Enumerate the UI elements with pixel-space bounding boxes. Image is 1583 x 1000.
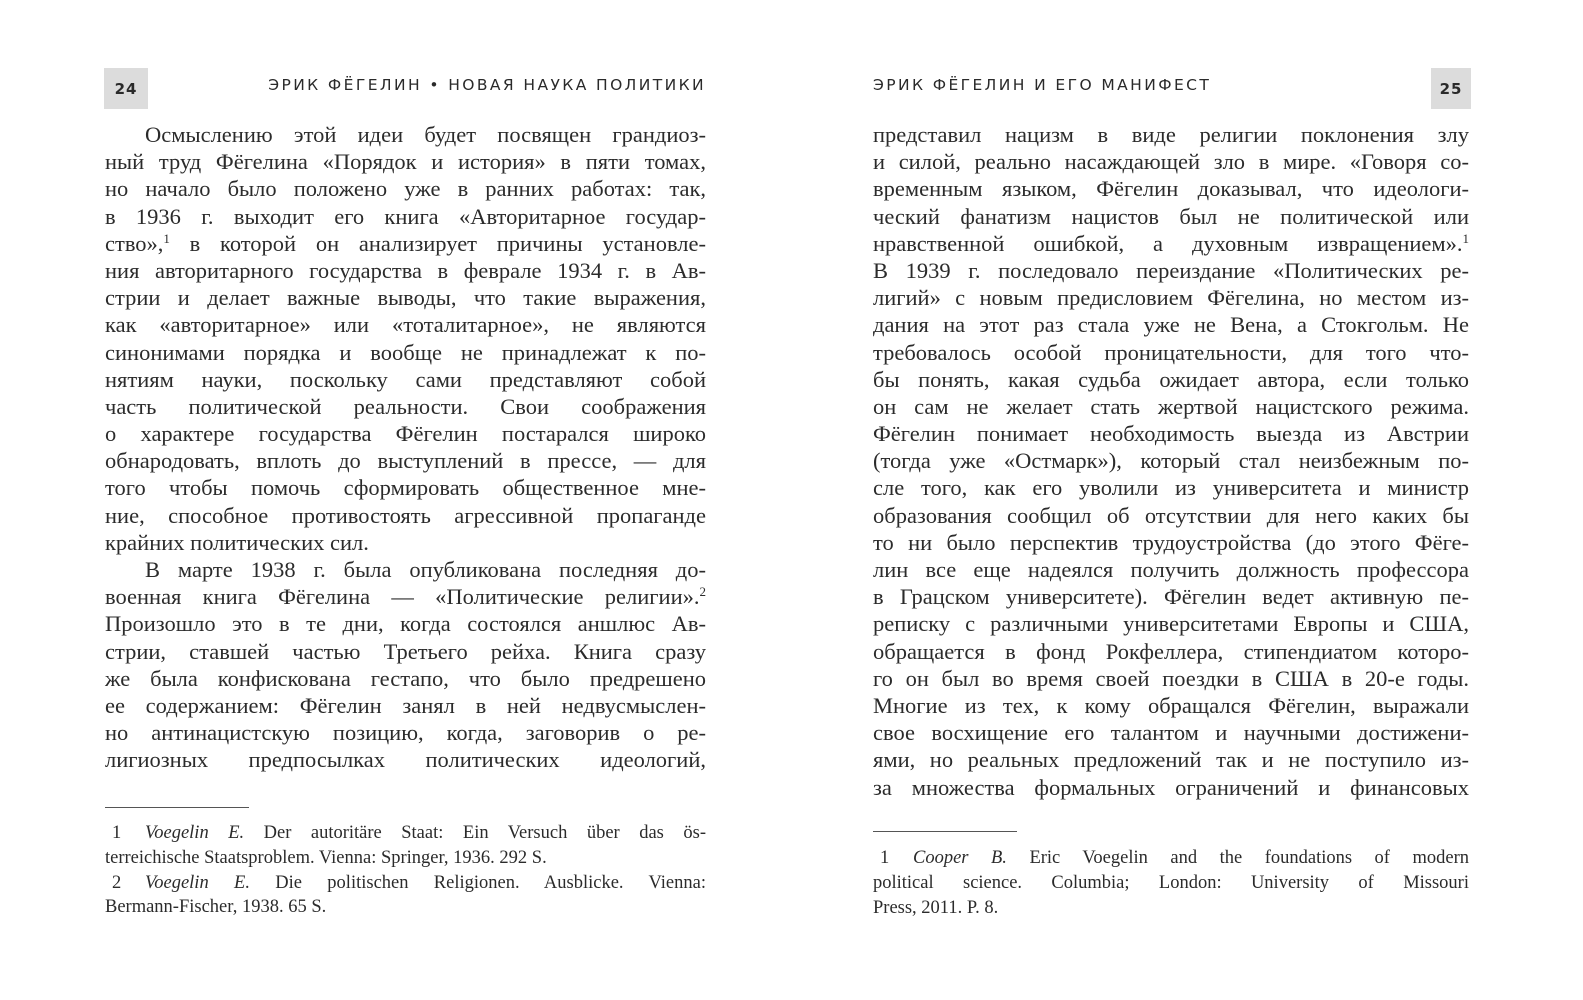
text-line: обнародовать, вплоть до выступлений в прессе, — для: [105, 448, 706, 474]
footnote-line: Press, 2011. P. 8.: [873, 897, 999, 918]
footnote-text: Der autoritäre Staat: Ein Versuch über das ös-: [244, 823, 706, 843]
text-line: лигий» с новым предисловием Фёгелина, но местом из-: [873, 285, 1469, 311]
text-line: лин все еще надеялся получить должность профессора: [873, 557, 1469, 582]
text-line: [105, 583, 706, 610]
text-line: ния авторитарного государства в феврале 1934 г. в Ав-: [105, 257, 706, 283]
text-line: (тогда уже «Остмарк»), который стал неизбежным по-: [873, 448, 1469, 474]
text-line: ческий фанатизм нацистов был не политической или: [873, 203, 1469, 229]
text-line: дания на этот раз стала уже не Вена, а Стокгольм. Не: [873, 312, 1469, 338]
footnote-author: Cooper B.: [913, 848, 1007, 868]
text-line: и силой, реально насаждающей зло в мире. «Говоря со-: [873, 149, 1469, 175]
text-line: синонимами порядка и вообще не принадлежат к по-: [105, 339, 706, 365]
text-line: Произошло это в те дни, когда состоялся аншлюс Ав-: [105, 611, 706, 637]
text-fragment: ство»,: [105, 230, 164, 256]
footnote-divider: [105, 807, 249, 808]
right-page: [792, 0, 1583, 1000]
footnote-line: terreichische Staatsproblem. Vienna: Springer, 1936. 292 S.: [105, 847, 547, 868]
footnote-author: Voegelin E.: [145, 823, 245, 843]
footnote-divider: [873, 831, 1017, 832]
text-line: ями, но реальных предложений так и не поступило из-: [873, 747, 1469, 773]
text-line: же была конфискована гестапо, что было предрешено: [105, 665, 706, 691]
page-number: 25: [1439, 79, 1463, 98]
text-line: крайних политических сил.: [105, 529, 369, 555]
footnote-line: political science. Columbia; London: University of Missouri: [873, 872, 1469, 893]
text-line: представил нацизм в виде религии поклонения злу: [873, 122, 1469, 147]
text-line: часть политической реальности. Свои соображения: [105, 393, 706, 419]
footnotes: [105, 821, 706, 920]
text-fragment: в которой он анализирует причины установле-: [169, 230, 706, 256]
text-line: за множества формальных ограничений и финансовых: [873, 774, 1469, 800]
footnote-text: Die politischen Religionen. Ausblicke. Vienna:: [249, 872, 706, 893]
text-line: но начало было положено уже в ранних работах: так,: [105, 176, 706, 202]
text-line: [105, 230, 706, 257]
footnotes: [873, 846, 1469, 920]
text-line: ние, способное противостоять агрессивной пропаганде: [105, 502, 706, 528]
footnote-line: Bermann-Fischer, 1938. 65 S.: [105, 897, 327, 918]
text-line: о характере государства Фёгелин постарался широко: [105, 421, 706, 447]
text-line: ее содержанием: Фёгелин занял в ней недвусмыслен-: [105, 692, 706, 718]
footnote-line: 1 Cooper B. Eric Voegelin and the foundations of modern: [880, 848, 1469, 868]
text-line: нятиям науки, поскольку сами представляют собой: [105, 366, 706, 392]
body-text: [105, 121, 706, 774]
text-line: Многие из тех, к кому обращался Фёгелин, выражали: [873, 692, 1469, 718]
text-line: [873, 230, 1469, 257]
text-line: Осмыслению этой идеи будет посвящен грандиоз-: [145, 122, 706, 147]
text-line: образования сообщил об отсутствии для него каких бы: [873, 502, 1469, 528]
running-head: ЭРИК ФЁГЕЛИН • НОВАЯ НАУКА ПОЛИТИКИ: [268, 76, 706, 94]
text-line: обращается в фонд Рокфеллера, стипендиатом которо-: [873, 638, 1469, 664]
text-line: он сам не желает стать жертвой нацистского режима.: [873, 393, 1469, 419]
footnote-line: 1 Voegelin E. Der autoritäre Staat: Ein Versuch über das ös-: [112, 823, 706, 843]
text-line: но антинацистскую позицию, когда, заговорив о ре-: [105, 720, 706, 746]
text-line: лигиозных предпосылках политических идеологий,: [105, 747, 706, 773]
text-line: сле того, как его уволили из университета и министр: [873, 475, 1469, 501]
footnote-line: 2 Voegelin E. Die politischen Religionen. Ausblicke. Vienna:: [112, 872, 706, 893]
running-head: ЭРИК ФЁГЕЛИН И ЕГО МАНИФЕСТ: [873, 76, 1212, 94]
text-line: Фёгелин понимает необходимость выезда из Австрии: [873, 421, 1469, 447]
text-line: в Грацском университете). Фёгелин ведет активную пе-: [873, 584, 1469, 610]
text-line: в 1936 г. выходит его книга «Авторитарное государ-: [105, 203, 706, 229]
text-line: го он был во время своей поездки в США в 20-е годы.: [873, 665, 1469, 691]
text-line: стрии и делает важные выводы, что такие выражения,: [105, 285, 706, 311]
body-text: [873, 121, 1469, 801]
text-line: требовалось особой проницательности, для того что-: [873, 339, 1469, 365]
left-page: [0, 0, 790, 1000]
text-line: В марте 1938 г. была опубликована последняя до-: [145, 557, 706, 582]
text-line: как «авторитарное» или «тоталитарное», не являются: [105, 312, 706, 338]
text-line: бы понять, какая судьба ожидает автора, если только: [873, 366, 1469, 392]
text-fragment: нравственной ошибкой, а духовным извращением».: [873, 230, 1463, 256]
text-line: временным языком, Фёгелин доказывал, что идеологи-: [873, 176, 1469, 202]
text-line: того чтобы помочь сформировать общественное мне-: [105, 475, 706, 501]
text-line: реписку с различными университетами Европы и США,: [873, 611, 1469, 637]
footnote-ref: 1: [163, 230, 170, 246]
footnote-ref: 2: [699, 584, 706, 600]
footnote-text: Eric Voegelin and the foundations of modern: [1006, 848, 1469, 868]
text-line: свое восхищение его талантом и научными достижени-: [873, 720, 1469, 746]
text-line: ный труд Фёгелина «Порядок и история» в пяти томах,: [105, 149, 706, 175]
text-line: стрии, ставшей частью Третьего рейха. Книга сразу: [105, 638, 706, 664]
footnote-author: Voegelin E.: [145, 872, 250, 893]
text-line: В 1939 г. последовало переиздание «Политических ре-: [873, 257, 1469, 283]
page-number-box: [1431, 68, 1471, 109]
page-number: 24: [114, 79, 138, 98]
text-line: то ни было перспектив трудоустройства (до этого Фёге-: [873, 529, 1469, 555]
page-number-box: [104, 68, 148, 109]
text-fragment: военная книга Фёгелина — «Политические религии».: [105, 584, 700, 610]
footnote-ref: 1: [1462, 230, 1469, 246]
